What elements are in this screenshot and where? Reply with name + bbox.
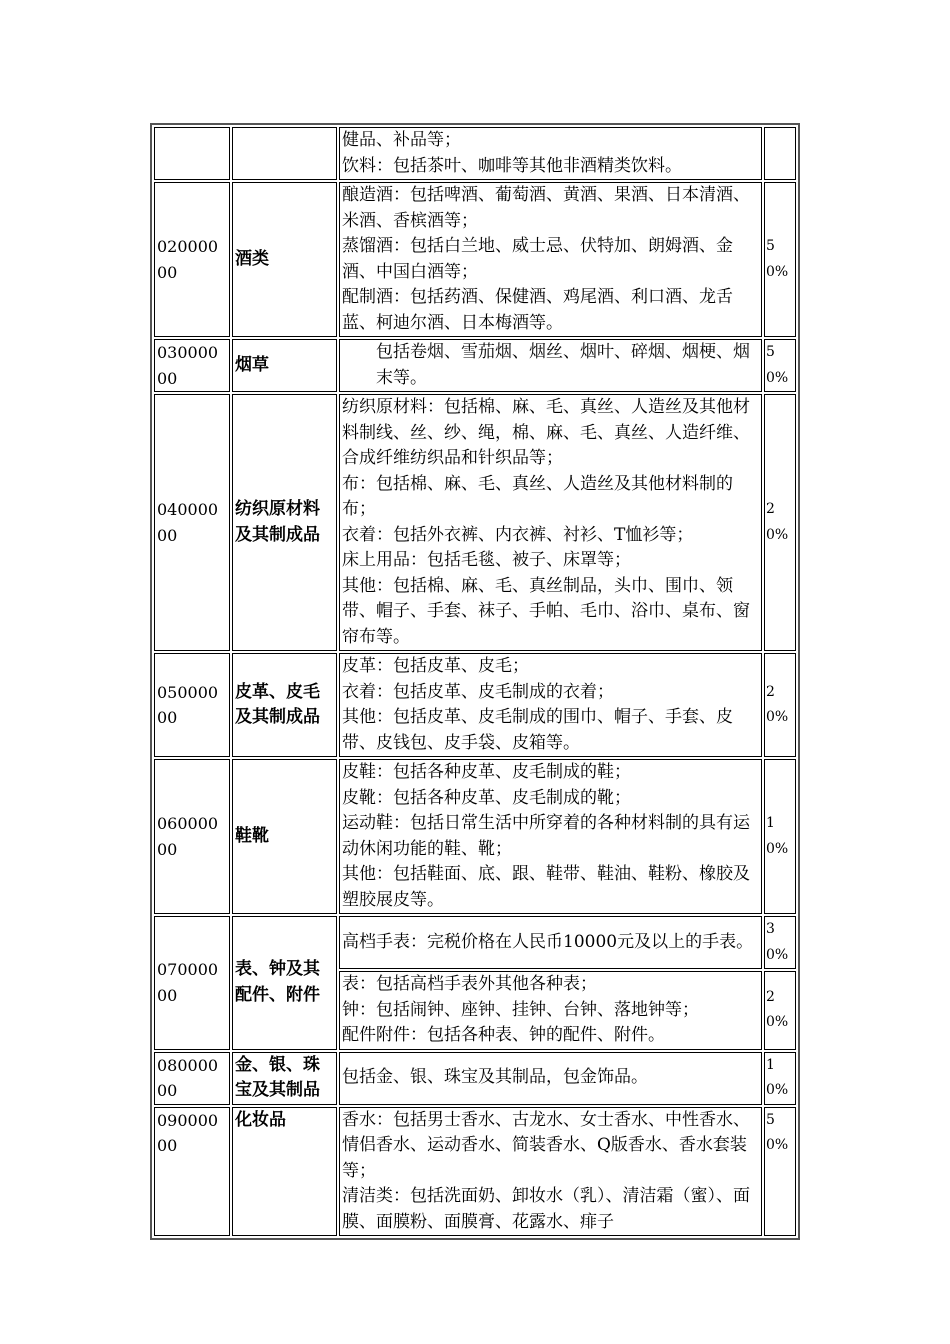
table-row — [154, 127, 796, 180]
tariff-table — [150, 123, 800, 1240]
item-code: 02000000 — [154, 182, 230, 337]
table-row — [154, 653, 796, 757]
description-line: 钟：包括闹钟、座钟、挂钟、台钟、落地钟等； — [342, 999, 699, 1020]
description-line: 布：包括棉、麻、毛、真丝、人造丝及其他材料制的布； — [342, 473, 733, 519]
description-line: 其他：包括鞋面、底、跟、鞋带、鞋油、鞋粉、橡胶及塑胶展皮等。 — [342, 864, 750, 910]
tax-rate: 20% — [764, 971, 796, 1050]
item-category: 化妆品 — [232, 1107, 337, 1237]
item-code: 03000000 — [154, 339, 230, 392]
description-line: 衣着：包括外衣裤、内衣裤、衬衫、T恤衫等； — [342, 524, 694, 545]
description-line: 包括卷烟、雪茄烟、烟丝、烟叶、碎烟、烟梗、烟末等。 — [376, 342, 750, 388]
item-category: 表、钟及其配件、附件 — [232, 916, 337, 1050]
description-line: 纺织原材料：包括棉、麻、毛、真丝、人造丝及其他材料制线、丝、纱、绳，棉、麻、毛、真丝、人造纤维、合成纤维纺织品和针织品等； — [342, 397, 750, 468]
description-line: 表：包括高档手表外其他各种表； — [342, 974, 597, 994]
item-code: 06000000 — [154, 759, 230, 914]
item-description — [339, 759, 762, 914]
tax-rate: 50% — [764, 1107, 796, 1237]
tax-rate: 20% — [764, 653, 796, 757]
table-row — [154, 182, 796, 337]
item-description — [339, 394, 762, 651]
description-line: 包括金、银、珠宝及其制品，包金饰品。 — [342, 1067, 648, 1088]
tax-rate: 50% — [764, 182, 796, 337]
description-line: 运动鞋：包括日常生活中所穿着的各种材料制的具有运动休闲功能的鞋、靴； — [342, 813, 750, 859]
item-category: 皮革、皮毛及其制成品 — [232, 653, 337, 757]
item-code: 09000000 — [154, 1107, 230, 1237]
item-category: 金、银、珠宝及其制品 — [232, 1052, 337, 1105]
item-description — [339, 127, 762, 180]
tax-rate: 50% — [764, 339, 796, 392]
item-category: 鞋靴 — [232, 759, 337, 914]
description-line: 配制酒：包括药酒、保健酒、鸡尾酒、利口酒、龙舌蓝、柯迪尔酒、日本梅酒等。 — [342, 287, 733, 333]
item-description — [339, 182, 762, 337]
item-code: 05000000 — [154, 653, 230, 757]
description-line: 高档手表：完税价格在人民币10000元及以上的手表。 — [342, 931, 754, 952]
item-description — [339, 916, 762, 969]
table-row — [154, 1052, 796, 1105]
item-category: 酒类 — [232, 182, 337, 337]
description-line: 香水：包括男士香水、古龙水、女士香水、中性香水、情侣香水、运动香水、简装香水、Q版香水、香水套装等； — [342, 1109, 750, 1181]
description-line: 其他：包括棉、麻、毛、真丝制品，头巾、围巾、领带、帽子、手套、袜子、手帕、毛巾、浴巾、桌布、窗帘布等。 — [342, 575, 750, 647]
tax-rate: 30% — [764, 916, 796, 969]
item-description — [339, 653, 762, 757]
description-line: 皮革：包括皮革、皮毛； — [342, 656, 529, 676]
item-category: 纺织原材料及其制成品 — [232, 394, 337, 651]
tax-rate — [764, 127, 796, 180]
tax-rate: 10% — [764, 759, 796, 914]
description-line: 健品、补品等； — [342, 130, 461, 150]
item-category — [232, 127, 337, 180]
description-line: 其他：包括皮革、皮毛制成的围巾、帽子、手套、皮带、皮钱包、皮手袋、皮箱等。 — [342, 707, 733, 753]
item-description — [339, 1107, 762, 1237]
description-line: 清洁类：包括洗面奶、卸妆水（乳）、清洁霜（蜜）、面膜、面膜粉、面膜膏、花露水、痱子 — [342, 1186, 750, 1232]
description-line: 床上用品：包括毛毯、被子、床罩等； — [342, 550, 631, 570]
item-code — [154, 127, 230, 180]
item-code: 08000000 — [154, 1052, 230, 1105]
description-line: 皮靴：包括各种皮革、皮毛制成的靴； — [342, 787, 631, 808]
description-line: 饮料：包括茶叶、咖啡等其他非酒精类饮料。 — [342, 155, 682, 176]
table-row — [154, 394, 796, 651]
table-row — [154, 759, 796, 914]
item-code: 07000000 — [154, 916, 230, 1050]
tax-rate: 20% — [764, 394, 796, 651]
description-line: 酿造酒：包括啤酒、葡萄酒、黄酒、果酒、日本清酒、米酒、香槟酒等； — [342, 185, 750, 231]
table-row — [154, 339, 796, 392]
item-description — [339, 971, 762, 1050]
item-description — [339, 1052, 762, 1105]
description-line: 蒸馏酒：包括白兰地、威士忌、伏特加、朗姆酒、金酒、中国白酒等； — [342, 236, 733, 282]
tax-rate: 10% — [764, 1052, 796, 1105]
item-code: 04000000 — [154, 394, 230, 651]
item-description — [339, 339, 762, 392]
description-line: 衣着：包括皮革、皮毛制成的衣着； — [342, 681, 614, 702]
table-row — [154, 1107, 796, 1237]
table-row — [154, 916, 796, 969]
description-line: 皮鞋：包括各种皮革、皮毛制成的鞋； — [342, 762, 631, 782]
item-category: 烟草 — [232, 339, 337, 392]
description-line: 配件附件：包括各种表、钟的配件、附件。 — [342, 1025, 665, 1045]
